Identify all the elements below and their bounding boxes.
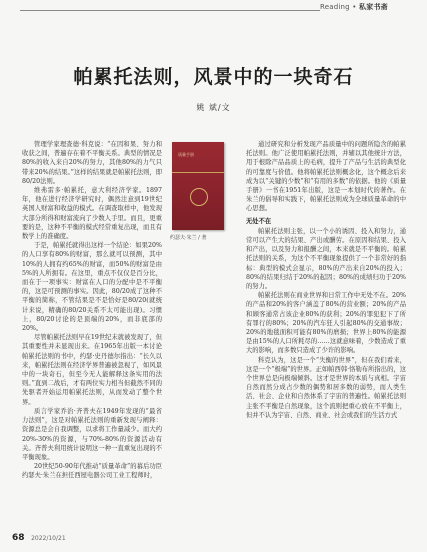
paragraph: 管理学家理查德·科克说：“在因和果、努力和收获之间，普遍存在着不平衡关系。典型的情况是80%的收入来自20%的努力，其他80%的力气只带来20%的结果。”这样的结果就是帕累托法则，即80/20法则。 <box>22 141 163 185</box>
paragraph: 帕累托法则主张，以一个小的诱因、投入和努力，通常可以产生大的结果、产出或酬劳。在原因和结果、投入和产出，以及努力和报酬之间，本来就是不平衡的。帕累托法则的关系，为这个不平衡现象提供了一个非常好的指标：典型的模式会显示，80%的产出来自20%的投入；80%的结果归结于20%的起因；80%的成绩归功于20%的努力。 <box>246 227 406 291</box>
book-cover-band <box>172 172 224 173</box>
paragraph: 科克认为，这是一个“失衡的世界”，但在我们看来，这是一个“极端”的世界。正如帕西韩·恪勒布所指出的，这个世界总是向极端倾斜。这才是世界的本质与真相。宇宙自然而然分成占少数的偶势和居多数的弱势，而人类生活、社会、企业和自然体系了宇宙的普遍性。帕累托法则主张不平衡是自然现象，这个流则把重心放在不平衡上，但并不认为宇宙、自然、商业、社会或我们的生活方式 <box>246 356 406 419</box>
paragraph: 帕累托法则在商业世界和日常工作中无处不在。20%的产品和20%的客户涵盖了80%的营业额；20%的产品和顾客通常占该企业80%的获利；20%的罪犯犯下了所有罪行的80%；20%的汽车狂人引起80%的交通事故；20%的地毯面积可能有80%的磨损；世界上80%的能源是由15%的人口所耗尽的……这就意味着，少数造成了重大的影响，而多数只造成了少许的影响。 <box>246 292 406 355</box>
paragraph: 于是，帕累托就得出这样一个结论：如果20%的人口享有80%的财富，那么就可以预测，其中10%的人拥有约65%的财富，而50%的财富是由5%的人所拥有。在这里，重点不仅仅是百分比，而在于一项事实：财富在人口的分配中是不平衡的，这是可预测的事实。因此，80/20成了这种不平衡的简称，不管结果是不是恰好是80/20(就统计来说，精确的80/20关系不太可能出现)。习惯上，80/20讨论的是顶端的20%，而非底部的20%。 <box>22 242 162 333</box>
section-subhead: 无处不在 <box>246 217 272 225</box>
paragraph: 维弗雷多·帕累托，意大利经济学家。1897年，他在进行经济学研究时，偶然注意到19世纪英国人财富和收益的模式。在调查取样中，他发现大部分所得和财富流向了少数人手里。而且，更重要的是，这种不平衡的模式经常重复出现，而且有数学上的准确度。 <box>22 187 162 241</box>
text-column-left <box>22 140 162 481</box>
header-rule <box>20 10 320 11</box>
paragraph: 尽管帕累托法则早在19世纪末就被发现了，但其重要性并未显现出来。在1965年出版一本讨论帕累托法则的书中，约瑟·史丹德尔指出：“长久以来，帕累托法则在经济学界普遍被忽视了，如风景中的一块奇石，但至今无人能解释这条实用的法则。”直到二战后，才有两位实力相当但截然不同的先驱者开始运用帕累托法则，从而发动了整个世界。 <box>22 334 162 406</box>
section-label <box>320 2 388 12</box>
book-cover-image <box>172 142 224 230</box>
book-caption: 约瑟夫·朱兰 / 著 <box>170 235 207 241</box>
book-emblem-icon <box>190 188 208 206</box>
issue-date: 2022/10/21 <box>31 535 66 542</box>
section-separator: • <box>352 3 357 11</box>
article-author: 姚 斌/文 <box>196 103 231 112</box>
page-footer <box>12 533 66 543</box>
page-header <box>0 0 427 14</box>
paragraph: 通过研究和分析发现产品质量中的问题所隐含的帕累托法则。他广泛使用帕累托法则，并辅以其他统计方法，用于根除产品品质上的毛病，提升了产品与生活的典型化的可靠度与价值。他将帕累托法则概念化，这个概念后来成为以“关键的少数”和“有用的多数”的依据。他的《质量手册》一书在1951年出版，这是一本划时代的著作。在朱兰的倡导和实践下，帕累托法则成为全球质量革命的中心思想。 <box>246 141 406 213</box>
article-title: 帕累托法则，风景中的一块奇石 <box>73 66 354 88</box>
section-en: Reading <box>320 3 350 11</box>
paragraph: 20世纪50-90年代推动“质量革命”的幕后功臣约瑟夫·朱兰在担任西屋电器公司工业工程师时， <box>22 463 162 480</box>
text-column-right <box>246 140 406 420</box>
page-number: 68 <box>12 533 25 543</box>
paragraph: 质言学家乔治·齐普夫在1949年发现的“最省力法则”，这是对帕累托法则的重新发现与阐释：资源总是会自我调整，以求将工作量减少。而大约20%-30%的资源，与70%-80%的资源活动有关。齐普夫利用统计说明这一种一直重复出现的不平衡现象。 <box>22 407 162 461</box>
book-cover-title: 质量手册 <box>178 152 194 157</box>
column-name: 私家书斋 <box>359 3 388 11</box>
